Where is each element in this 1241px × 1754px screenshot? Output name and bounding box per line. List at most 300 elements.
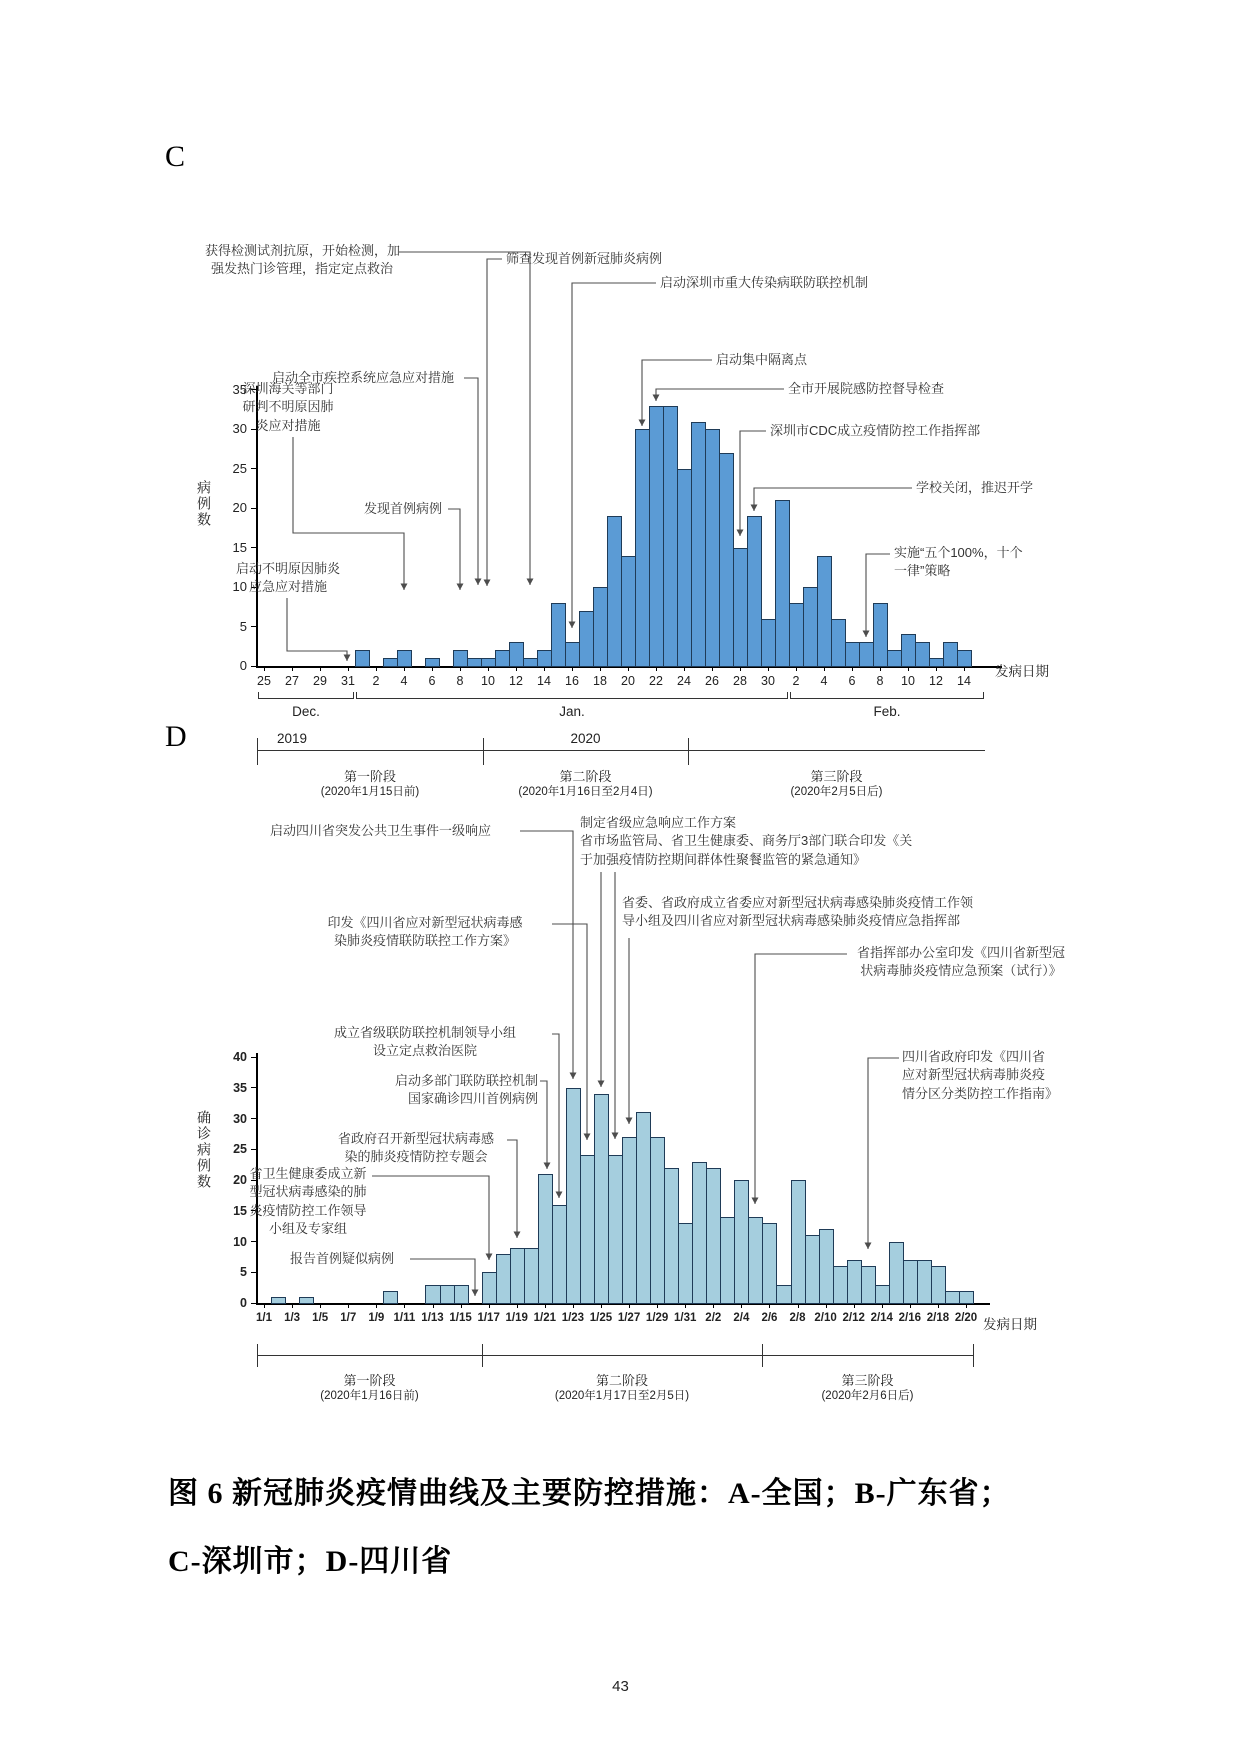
- x-tick-mark: [796, 667, 797, 671]
- x-tick-mark: [432, 667, 433, 671]
- annotation: [290, 1250, 408, 1268]
- bar: [917, 1260, 932, 1304]
- arrowhead-icon: [484, 580, 491, 587]
- annotation-line: 报告首例疑似病例: [290, 1251, 395, 1266]
- bar: [943, 642, 958, 667]
- annotation-line: 于加强疫情防控期间群体性聚餐监管的紧急通知》: [580, 851, 867, 867]
- x-tick-mark: [544, 667, 545, 671]
- x-tick-label: 1/23: [561, 1312, 585, 1324]
- y-tick-label: 10: [232, 579, 247, 595]
- page-number: 43: [612, 1678, 629, 1695]
- bar: [959, 1291, 974, 1304]
- bar: [776, 1285, 791, 1304]
- y-tick-mark: [251, 626, 256, 627]
- arrowhead-icon: [639, 420, 646, 427]
- bar: [847, 1260, 862, 1304]
- x-tick-label: 16: [565, 674, 579, 688]
- bar: [945, 1291, 960, 1304]
- x-tick-label: 1/1: [256, 1312, 273, 1324]
- x-tick-mark: [264, 1304, 265, 1308]
- annotation: [325, 1130, 507, 1167]
- epidemic-curve-chart-sichuan: [150, 810, 1110, 1410]
- annotation: [272, 369, 464, 387]
- arrowhead-icon: [544, 1163, 551, 1170]
- bar: [538, 1174, 553, 1304]
- bar: [705, 429, 720, 667]
- annotation: [850, 944, 1072, 981]
- x-tick-label: 1/7: [340, 1312, 357, 1324]
- arrowhead-icon: [626, 1118, 633, 1125]
- annotation: [622, 894, 984, 931]
- y-tick-mark: [251, 468, 256, 469]
- annotation-line: 导小组及四川省应对新型冠状病毒感染肺炎疫情应急指挥部: [622, 913, 961, 929]
- annotation-line: 状病毒肺炎疫情应急预案（试行）》: [860, 963, 1062, 979]
- x-tick-mark: [545, 1304, 546, 1308]
- x-tick-mark: [461, 1304, 462, 1308]
- annotation: [580, 814, 928, 869]
- x-tick-label: 1/21: [533, 1312, 556, 1324]
- panel-letter-c: C: [165, 140, 186, 173]
- bar: [482, 1272, 497, 1304]
- x-tick-label: 1/3: [284, 1312, 301, 1324]
- x-tick-mark: [684, 667, 685, 671]
- x-tick-mark: [685, 1304, 686, 1308]
- annotation-line: 印发《四川省应对新型冠状病毒感: [327, 915, 523, 930]
- annotation: [506, 250, 671, 268]
- arrowhead-icon: [570, 1073, 577, 1080]
- x-tick-label: 1/15: [449, 1312, 472, 1324]
- x-tick-label: 2: [372, 674, 380, 688]
- bar: [551, 603, 566, 667]
- month-bracket: [258, 692, 354, 699]
- bar: [747, 516, 762, 667]
- stage-name: 第一阶段: [343, 769, 396, 784]
- annotation: [270, 822, 520, 840]
- annotation-line: 启动四川省突发公共卫生事件一级响应: [270, 823, 492, 838]
- annotation: [716, 351, 816, 369]
- x-tick-mark: [488, 667, 489, 671]
- y-tick-mark: [251, 1118, 256, 1119]
- annotation-line: 学校关闭，推迟开学: [916, 480, 1034, 495]
- bar: [622, 1137, 637, 1304]
- x-tick-label: 29: [313, 674, 327, 688]
- x-axis-title: 发病日期: [983, 1317, 1037, 1332]
- year-ruler-tick: [688, 738, 689, 765]
- annotation: [300, 914, 550, 951]
- y-tick-label: 10: [233, 1234, 247, 1249]
- stage-name: 第三阶段: [841, 1373, 894, 1388]
- x-tick-label: 12: [509, 674, 523, 688]
- bar: [875, 1285, 890, 1304]
- y-tick-mark: [251, 508, 256, 509]
- arrowhead-icon: [584, 1134, 591, 1141]
- annotation-line: 应对新型冠状病毒肺炎疫: [902, 1067, 1046, 1083]
- stage-range: (2020年1月15日前): [320, 786, 420, 798]
- bar: [635, 429, 650, 667]
- x-tick-label: 6: [428, 674, 436, 688]
- arrowhead-icon: [865, 1243, 872, 1250]
- annotation-line: 省卫生健康委成立新: [249, 1166, 367, 1181]
- x-tick-label: 1/9: [368, 1312, 385, 1324]
- bar: [454, 1285, 469, 1304]
- y-tick-mark: [251, 1087, 256, 1088]
- arrowhead-icon: [457, 584, 464, 591]
- x-tick-mark: [292, 667, 293, 671]
- y-tick-label: 30: [233, 1111, 247, 1126]
- annotation-line: 国家确诊四川首例病例: [407, 1091, 538, 1107]
- x-tick-label: 31: [341, 674, 355, 688]
- annotation: [230, 560, 346, 597]
- annotation-line: 实施“五个100%，十个: [894, 545, 1023, 560]
- bar: [692, 1162, 707, 1304]
- x-tick-mark: [936, 667, 937, 671]
- y-tick-mark: [251, 1241, 256, 1242]
- y-axis-title: 病例数: [196, 480, 212, 528]
- bar: [691, 422, 706, 667]
- annotation-line: 四川省政府印发《四川省: [902, 1049, 1046, 1064]
- bar: [594, 1094, 609, 1304]
- x-tick-mark: [573, 1304, 574, 1308]
- y-tick-label: 5: [240, 1265, 247, 1280]
- arrowhead-icon: [598, 1081, 605, 1088]
- bar: [678, 1223, 693, 1304]
- bar: [453, 650, 468, 667]
- bar: [565, 642, 580, 667]
- bar: [957, 650, 972, 667]
- x-tick-mark: [320, 1304, 321, 1308]
- x-tick-label: 2/6: [761, 1312, 778, 1324]
- annotation: [300, 1024, 550, 1061]
- stage-range: (2020年1月17日至2月5日): [554, 1390, 690, 1402]
- stage-range: (2020年2月5日后): [790, 786, 883, 798]
- x-axis-title: 发病日期: [995, 664, 1049, 679]
- x-tick-label: 8: [876, 674, 884, 688]
- x-tick-label: 30: [761, 674, 775, 688]
- bar: [762, 1223, 777, 1304]
- y-tick-mark: [251, 1272, 256, 1273]
- month-label: Feb.: [873, 704, 901, 719]
- x-tick-mark: [292, 1304, 293, 1308]
- bar: [887, 650, 902, 667]
- arrowhead-icon: [472, 1290, 479, 1297]
- x-tick-label: 10: [481, 674, 495, 688]
- connector-line: [399, 252, 530, 585]
- x-tick-label: 22: [649, 674, 663, 688]
- annotation-line: 炎疫情防控工作领导: [249, 1202, 367, 1218]
- x-tick-mark: [880, 667, 881, 671]
- x-tick-label: 6: [848, 674, 856, 688]
- bar: [580, 1155, 595, 1304]
- bar: [467, 658, 482, 667]
- bar: [523, 658, 538, 667]
- bar: [496, 1254, 511, 1304]
- x-tick-mark: [657, 1304, 658, 1308]
- y-axis-title: 确诊病例数: [196, 1110, 212, 1190]
- x-tick-label: 1/25: [589, 1312, 613, 1324]
- stage-name: 第二阶段: [595, 1373, 648, 1388]
- bar: [734, 1180, 749, 1304]
- year-label-2019: 2019: [276, 731, 308, 746]
- bar: [817, 556, 832, 667]
- bar: [509, 642, 524, 667]
- x-tick-label: 14: [957, 674, 971, 688]
- annotation-line: 设立定点救治医院: [372, 1043, 477, 1059]
- bar: [425, 658, 440, 667]
- y-tick-label: 35: [232, 381, 247, 397]
- x-tick-label: 24: [677, 674, 691, 688]
- annotation-line: 省政府召开新型冠状病毒感: [337, 1131, 494, 1146]
- y-tick-mark: [251, 1303, 256, 1304]
- annotation-line: 启动全市疾控系统应急应对措施: [272, 370, 455, 385]
- connector-line: [464, 378, 478, 585]
- x-tick-mark: [348, 667, 349, 671]
- epidemic-curve-chart-shenzhen: [150, 230, 1110, 830]
- stage-ruler-tick: [973, 1344, 974, 1367]
- bar: [761, 619, 776, 667]
- annotation-line: 省市场监管局、省卫生健康委、商务厅3部门联合印发《关: [580, 833, 913, 849]
- annotation-line: 应急应对措施: [248, 579, 327, 595]
- annotation: [360, 500, 446, 518]
- annotation-line: 启动不明原因肺炎: [235, 561, 340, 576]
- x-tick-label: 28: [733, 674, 747, 688]
- bar: [903, 1260, 918, 1304]
- y-tick-label: 15: [233, 1203, 247, 1218]
- bar: [775, 500, 790, 667]
- bar: [636, 1112, 651, 1304]
- annotation-line: 省委、省政府成立省委应对新型冠状病毒感染肺炎疫情工作领: [622, 895, 974, 910]
- x-tick-mark: [712, 667, 713, 671]
- annotation-line: 筛查发现首例新冠肺炎病例: [506, 251, 663, 266]
- x-tick-mark: [740, 667, 741, 671]
- x-tick-label: 1/5: [312, 1312, 329, 1324]
- x-tick-mark: [852, 667, 853, 671]
- year-label-2020: 2020: [570, 731, 601, 746]
- stage-ruler-tick: [482, 1344, 483, 1367]
- x-tick-mark: [769, 1304, 770, 1308]
- bar: [719, 453, 734, 667]
- arrowhead-icon: [737, 530, 744, 537]
- connector-line: [656, 389, 784, 401]
- stage-ruler-tick: [762, 1344, 763, 1367]
- annotation-line: 强发热门诊管理，指定定点救治: [210, 261, 393, 277]
- arrowhead-icon: [514, 1232, 521, 1239]
- annotation-line: 制定省级应急响应工作方案: [580, 815, 737, 830]
- x-tick-mark: [741, 1304, 742, 1308]
- x-tick-mark: [798, 1304, 799, 1308]
- x-tick-mark: [910, 1304, 911, 1308]
- y-tick-mark: [251, 1057, 256, 1058]
- bar: [677, 469, 692, 667]
- x-tick-label: 2/18: [926, 1312, 950, 1324]
- x-tick-label: 25: [257, 674, 271, 688]
- x-tick-mark: [320, 667, 321, 671]
- x-tick-mark: [713, 1304, 714, 1308]
- x-tick-label: 1/11: [393, 1312, 416, 1324]
- figure-caption-line1: 图 6 新冠肺炎疫情曲线及主要防控措施：A-全国；B-广东省；: [168, 1477, 1011, 1510]
- annotation: [902, 1048, 1098, 1103]
- month-label: Jan.: [559, 704, 585, 719]
- connector-line: [552, 1034, 559, 1198]
- x-tick-label: 1/13: [421, 1312, 444, 1324]
- y-tick-label: 30: [232, 421, 247, 437]
- year-ruler-line: [257, 750, 985, 751]
- bar: [805, 1235, 820, 1304]
- x-tick-label: 27: [285, 674, 299, 688]
- x-tick-label: 2: [792, 674, 800, 688]
- x-tick-label: 14: [537, 674, 551, 688]
- annotation: [894, 544, 1044, 581]
- stage-ruler-line: [257, 1355, 973, 1356]
- x-tick-mark: [966, 1304, 967, 1308]
- x-tick-label: 4: [400, 674, 408, 688]
- x-tick-mark: [882, 1304, 883, 1308]
- annotation-line: 小组及专家组: [268, 1221, 347, 1237]
- bar: [791, 1180, 806, 1304]
- annotation: [245, 1165, 371, 1239]
- bar: [845, 642, 860, 667]
- y-tick-label: 25: [233, 1142, 247, 1157]
- y-tick-label: 25: [232, 460, 247, 476]
- bar: [271, 1297, 286, 1304]
- x-tick-label: 4: [820, 674, 828, 688]
- y-tick-mark: [251, 666, 256, 667]
- x-tick-mark: [264, 667, 265, 671]
- bar: [397, 650, 412, 667]
- annotation: [788, 380, 958, 398]
- connector-line: [540, 1081, 547, 1169]
- x-tick-mark: [572, 667, 573, 671]
- x-tick-mark: [489, 1304, 490, 1308]
- annotation-line: 研判不明原因肺: [242, 399, 334, 415]
- month-bracket: [790, 692, 984, 699]
- bar: [873, 603, 888, 667]
- y-tick-label: 0: [239, 658, 247, 673]
- bar: [650, 1137, 665, 1304]
- x-tick-label: 26: [705, 674, 719, 688]
- bar: [720, 1217, 735, 1304]
- x-tick-label: 20: [621, 674, 635, 688]
- bar: [621, 556, 636, 667]
- arrowhead-icon: [556, 1192, 563, 1199]
- annotation: [308, 1072, 538, 1109]
- x-tick-label: 10: [901, 674, 915, 688]
- annotation-line: 获得检测试剂抗原，开始检测，加: [205, 243, 401, 258]
- stage-name: 第一阶段: [343, 1373, 396, 1388]
- year-ruler-tick: [257, 738, 258, 765]
- x-tick-label: 1/27: [617, 1312, 641, 1324]
- x-tick-label: 2/10: [814, 1312, 837, 1324]
- bar: [566, 1088, 581, 1304]
- x-tick-mark: [768, 667, 769, 671]
- y-tick-label: 5: [239, 618, 247, 634]
- y-tick-mark: [251, 1149, 256, 1150]
- annotation-line: 炎应对措施: [255, 417, 321, 433]
- x-tick-mark: [376, 667, 377, 671]
- x-tick-label: 1/29: [645, 1312, 669, 1324]
- arrowhead-icon: [401, 584, 408, 591]
- bar: [664, 1168, 679, 1304]
- stage-name: 第三阶段: [810, 769, 863, 784]
- arrowhead-icon: [752, 1198, 759, 1205]
- connector-line: [287, 598, 347, 661]
- bar: [440, 1285, 455, 1304]
- arrowhead-icon: [527, 579, 534, 586]
- bar: [748, 1217, 763, 1304]
- annotation-line: 发现首例病例: [363, 501, 442, 516]
- bar: [889, 1242, 904, 1305]
- bar: [929, 658, 944, 667]
- bar: [425, 1285, 440, 1304]
- annotation: [770, 422, 998, 440]
- bar: [833, 1266, 848, 1304]
- arrowhead-icon: [475, 579, 482, 586]
- x-tick-mark: [516, 667, 517, 671]
- x-tick-label: 8: [456, 674, 464, 688]
- bar: [495, 650, 510, 667]
- annotation-line: 染肺炎疫情联防联控工作方案》: [333, 933, 516, 949]
- annotation-line: 全市开展院感防控督导检查: [788, 381, 945, 396]
- x-tick-mark: [517, 1304, 518, 1308]
- y-tick-mark: [251, 547, 256, 548]
- x-tick-label: 18: [593, 674, 607, 688]
- bar: [299, 1297, 314, 1304]
- panel-letter-d: D: [165, 720, 187, 753]
- arrowhead-icon: [486, 1254, 493, 1261]
- x-tick-mark: [628, 667, 629, 671]
- annotation-line: 启动多部门联防联控机制: [394, 1073, 538, 1088]
- connector-line: [372, 1176, 489, 1260]
- x-tick-label: 2/12: [842, 1312, 865, 1324]
- x-tick-mark: [404, 1304, 405, 1308]
- bar: [733, 548, 748, 667]
- x-tick-label: 1/17: [477, 1312, 500, 1324]
- x-tick-mark: [601, 1304, 602, 1308]
- y-tick-label: 35: [233, 1080, 247, 1095]
- bar: [915, 642, 930, 667]
- y-tick-label: 40: [233, 1050, 247, 1064]
- annotation-line: 省指挥部办公室印发《四川省新型冠: [856, 945, 1065, 960]
- x-tick-mark: [433, 1304, 434, 1308]
- y-tick-label: 15: [232, 539, 247, 555]
- x-tick-mark: [908, 667, 909, 671]
- annotation: [235, 380, 341, 435]
- annotation-line: 成立省级联防联控机制领导小组: [333, 1025, 516, 1040]
- x-tick-mark: [376, 1304, 377, 1308]
- bar: [859, 642, 874, 667]
- arrowhead-icon: [612, 1133, 619, 1140]
- arrowhead-icon: [569, 622, 576, 629]
- bar: [524, 1248, 539, 1304]
- x-tick-mark: [600, 667, 601, 671]
- bar: [931, 1266, 946, 1304]
- stage-ruler-tick: [257, 1344, 258, 1367]
- connector-line: [755, 954, 847, 1204]
- annotation-line: 深圳市CDC成立疫情防控工作指挥部: [770, 423, 981, 438]
- x-tick-label: 2/16: [898, 1312, 922, 1324]
- x-tick-mark: [964, 667, 965, 671]
- annotation-line: 启动深圳市重大传染病联防联控机制: [660, 275, 869, 290]
- x-tick-mark: [404, 667, 405, 671]
- x-tick-mark: [854, 1304, 855, 1308]
- bar: [552, 1205, 567, 1304]
- bar: [537, 650, 552, 667]
- month-label: Dec.: [292, 704, 320, 719]
- annotation-line: 一律”策略: [894, 563, 951, 579]
- annotation: [916, 479, 1048, 497]
- bar: [901, 634, 916, 667]
- bar: [608, 1155, 623, 1304]
- bar: [663, 406, 678, 667]
